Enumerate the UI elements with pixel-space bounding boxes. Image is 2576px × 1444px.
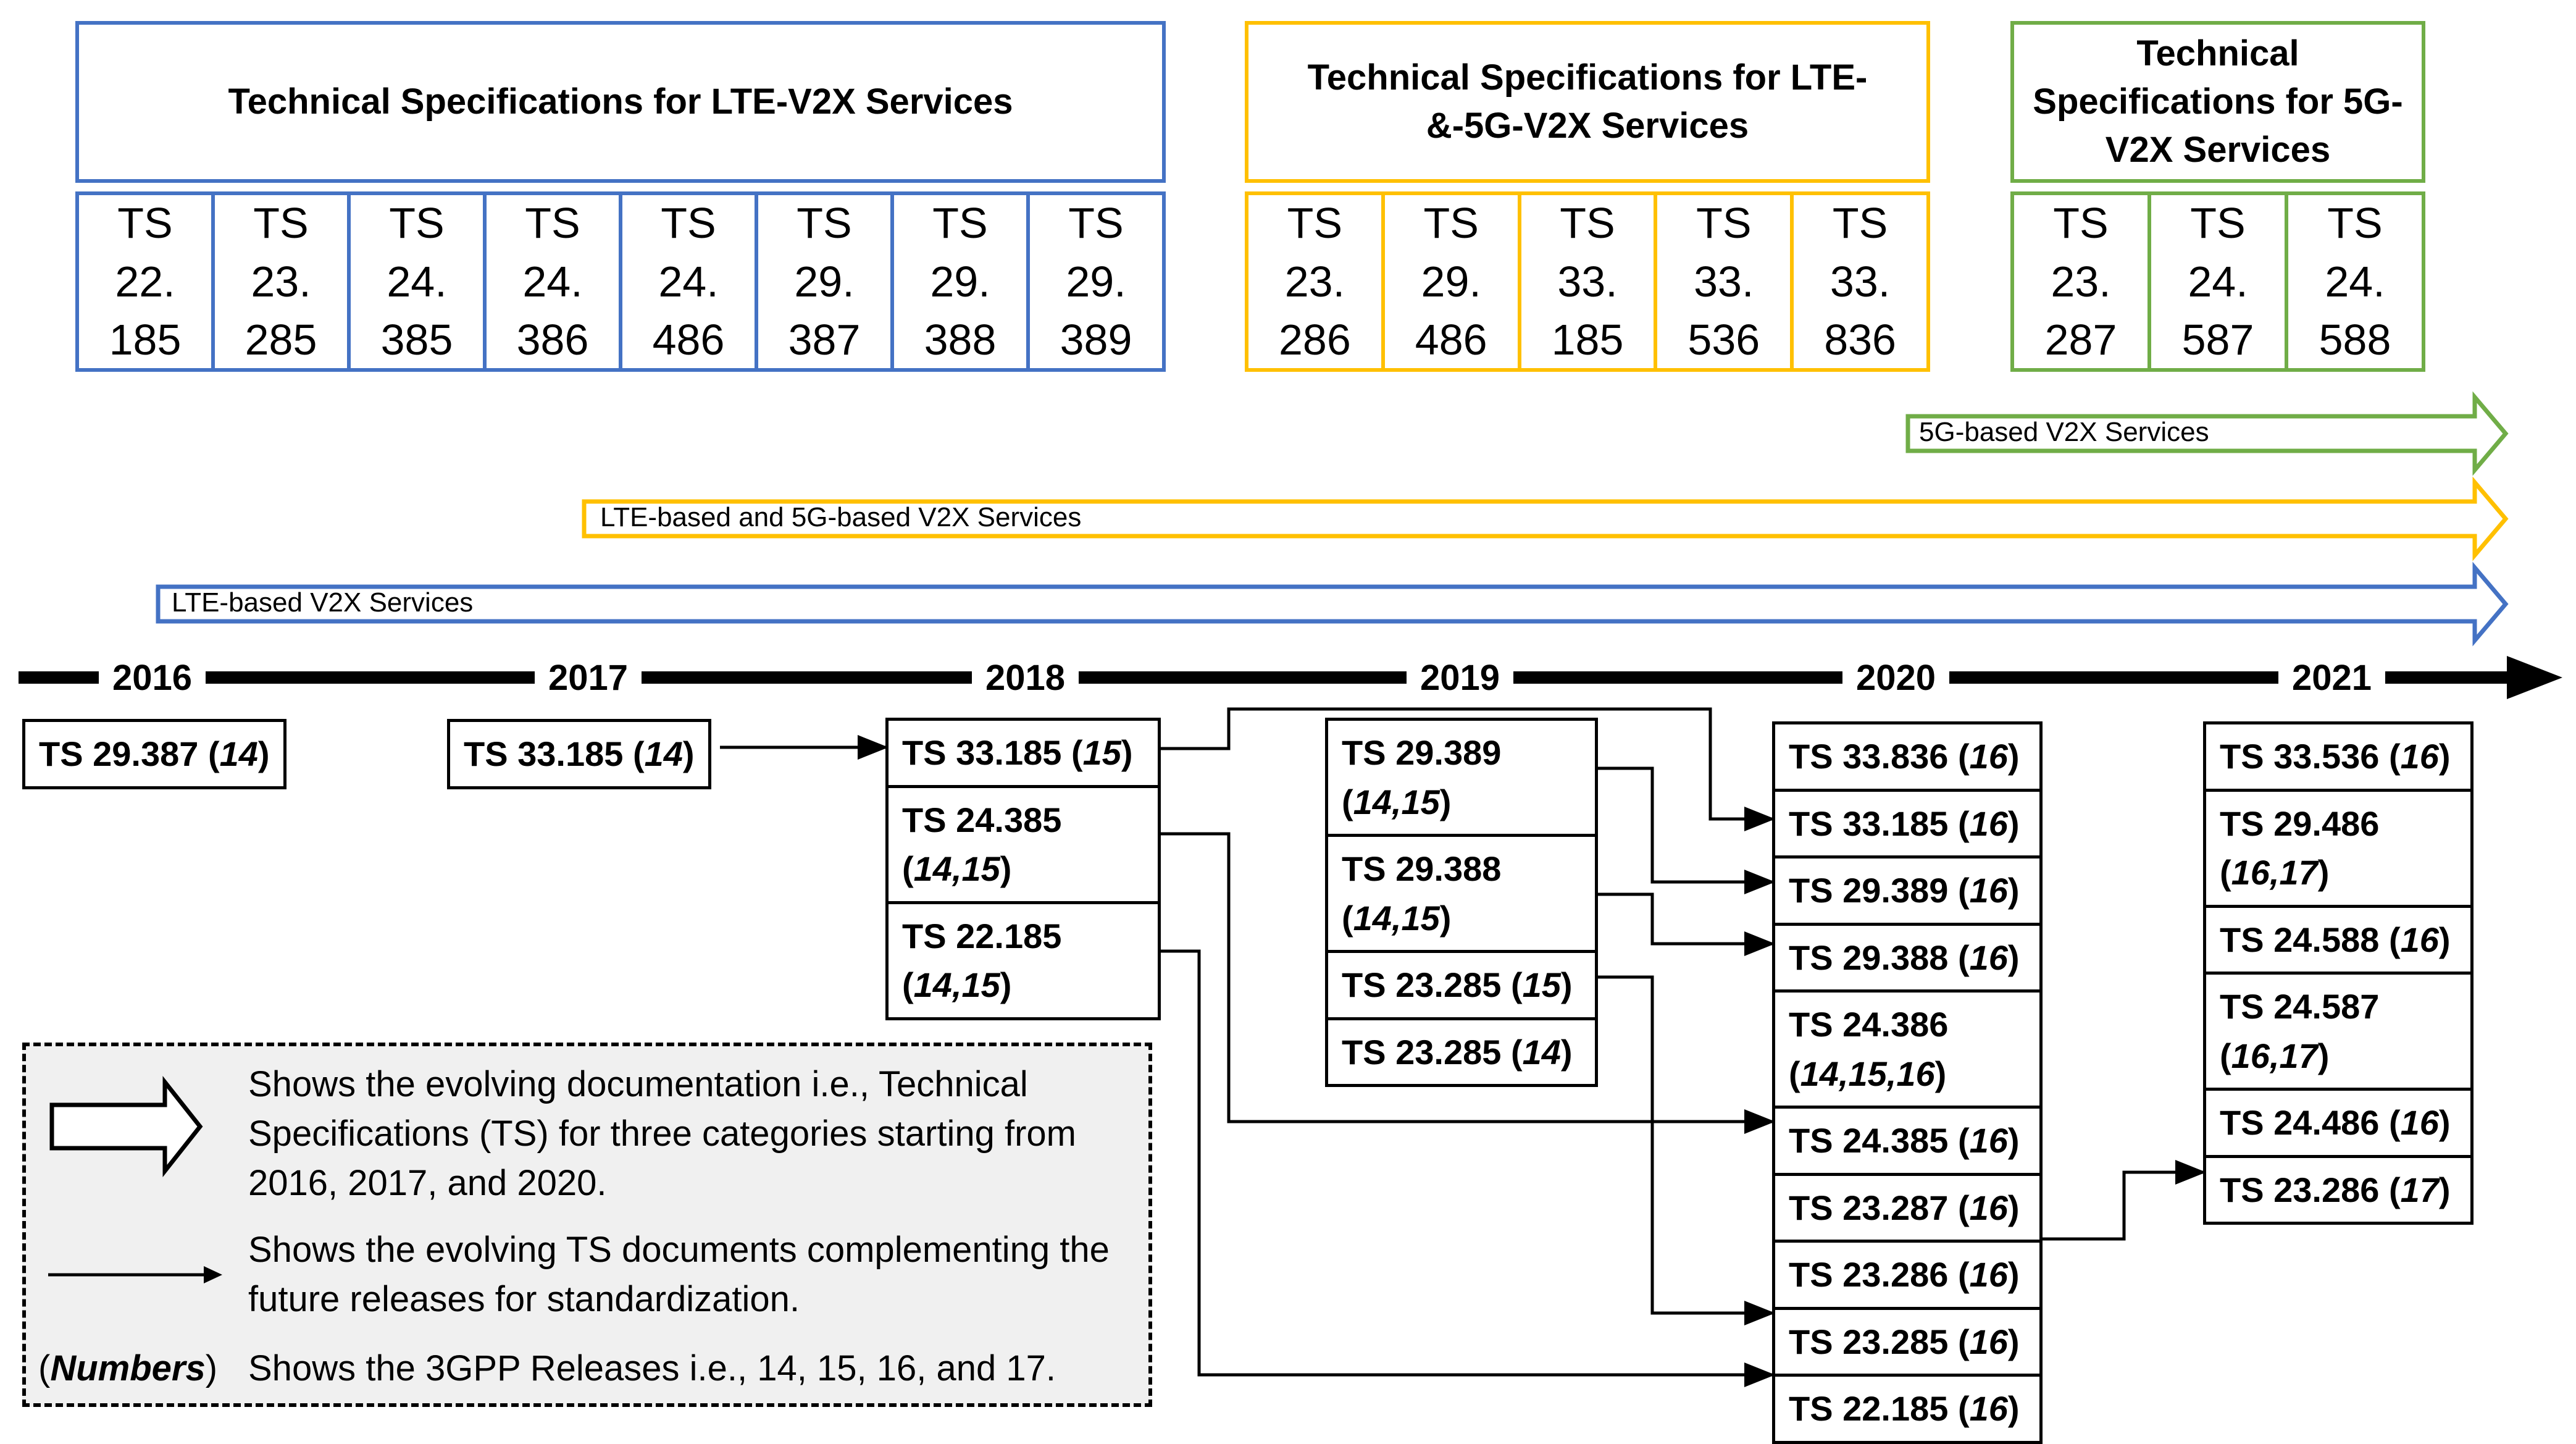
- ts-box: TS 23.287 (16): [1772, 1173, 2043, 1243]
- ts-box-2016: TS 29.387 (14): [22, 719, 286, 789]
- block-arrow-lte: [158, 568, 2506, 640]
- ts-cell: TS 33. 185: [1518, 195, 1654, 368]
- ts-row-5g: [2010, 191, 2425, 372]
- ts-box: TS 23.285 (16): [1772, 1307, 2043, 1377]
- ts-box: TS 24.486 (16): [2203, 1088, 2474, 1158]
- ts-cell: TS 24. 588: [2285, 195, 2422, 368]
- connector-29388-to-16: [1598, 894, 1772, 944]
- ts-cell: TS 23. 287: [2044, 199, 2117, 364]
- ts-cell: TS 22. 185: [109, 199, 182, 364]
- ts-box: TS 29.388 (14,15): [1325, 834, 1598, 953]
- ts-column-2020: [1772, 721, 2043, 1444]
- ts-box: TS 23.286 (16): [1772, 1240, 2043, 1310]
- ts-column-2021: [2203, 721, 2474, 1225]
- ts-cell: TS 24. 385: [347, 195, 483, 368]
- ts-box: TS 24.588 (16): [2203, 905, 2474, 975]
- ts-box: TS 24.385 (14,15): [885, 785, 1161, 904]
- ts-box-2017: TS 33.185 (14): [447, 719, 711, 789]
- year-label: 2021: [2278, 655, 2385, 700]
- block-arrow-icon: [52, 1082, 200, 1171]
- ts-row-lte: [75, 191, 1166, 372]
- ts-cell: TS 24. 486: [619, 195, 755, 368]
- legend-line-arrow-text: Shows the evolving TS documents complementing the future releases for standardization.: [248, 1230, 1110, 1319]
- ts-column-2018: [885, 718, 1161, 1020]
- legend-box: [22, 1043, 1152, 1407]
- ts-cell: TS 33. 836: [1790, 195, 1926, 368]
- year-label: 2017: [535, 655, 642, 700]
- ts-cell: TS 29. 387: [755, 195, 890, 368]
- ts-box: TS 23.285 (15): [1325, 950, 1598, 1020]
- ts-box: TS 33.185 (15): [885, 718, 1161, 788]
- year-label: 2018: [972, 655, 1079, 700]
- ts-cell: TS 29. 388: [890, 195, 1026, 368]
- ts-cell: TS 23. 286: [1279, 199, 1351, 364]
- legend-numbers-text: Shows the 3GPP Releases i.e., 14, 15, 16, and 17.: [248, 1348, 1056, 1388]
- ts-cell: TS 23. 285: [211, 195, 347, 368]
- year-label: 2020: [1842, 655, 1949, 700]
- arrow-label-lte-5g: LTE-based and 5G-based V2X Services: [600, 502, 1082, 532]
- year-label: 2019: [1407, 655, 1513, 700]
- timeline-arrowhead: [2507, 656, 2562, 699]
- ts-box: TS 24.385 (16): [1772, 1106, 2043, 1176]
- ts-box: TS 33.185 (16): [1772, 789, 2043, 859]
- ts-box: TS 33.536 (16): [2203, 721, 2474, 792]
- ts-cell: TS 33. 536: [1654, 195, 1790, 368]
- ts-box: TS 29.389 (14,15): [1325, 718, 1598, 837]
- ts-box: TS 22.185 (14,15): [885, 901, 1161, 1020]
- ts-box: TS 29.486 (16,17): [2203, 789, 2474, 908]
- ts-box: TS 33.836 (16): [1772, 721, 2043, 792]
- year-label: 2016: [99, 655, 206, 700]
- ts-box: TS 23.286 (17): [2203, 1155, 2474, 1225]
- connector-29389-to-16: [1598, 768, 1772, 882]
- legend-numbers-label: (Numbers): [38, 1348, 218, 1388]
- ts-cell: TS 24. 386: [483, 195, 619, 368]
- header-lte-5g-v2x: Technical Specifications for LTE-&-5G-V2X Services: [1245, 21, 1930, 183]
- header-lte-v2x: Technical Specifications for LTE-V2X Services: [75, 21, 1166, 183]
- ts-box: TS 29.388 (16): [1772, 923, 2043, 993]
- legend-block-arrow-text: Shows the evolving documentation i.e., Technical Specifications (TS) for three categories starting from 2016, 2017, and 2020.: [248, 1064, 1076, 1203]
- ts-box: TS 29.389 (16): [1772, 855, 2043, 926]
- connector-23286-16-to-17: [2043, 1172, 2203, 1239]
- ts-cell: TS 29. 389: [1026, 195, 1162, 368]
- arrow-label-lte: LTE-based V2X Services: [172, 587, 474, 618]
- header-5g-v2x: Technical Specifications for 5G-V2X Services: [2010, 21, 2425, 183]
- ts-row-lte-5g: [1245, 191, 1930, 372]
- ts-column-2019: [1325, 718, 1598, 1087]
- ts-box: TS 24.587 (16,17): [2203, 972, 2474, 1091]
- ts-box: TS 22.185 (16): [1772, 1374, 2043, 1444]
- arrow-label-5g: 5G-based V2X Services: [1919, 417, 2209, 447]
- ts-box: TS 24.386 (14,15,16): [1772, 989, 2043, 1109]
- ts-box: TS 23.285 (14): [1325, 1017, 1598, 1088]
- ts-cell: TS 24. 587: [2147, 195, 2285, 368]
- ts-cell: TS 29. 486: [1381, 195, 1518, 368]
- connector-23285-to-16: [1598, 977, 1772, 1313]
